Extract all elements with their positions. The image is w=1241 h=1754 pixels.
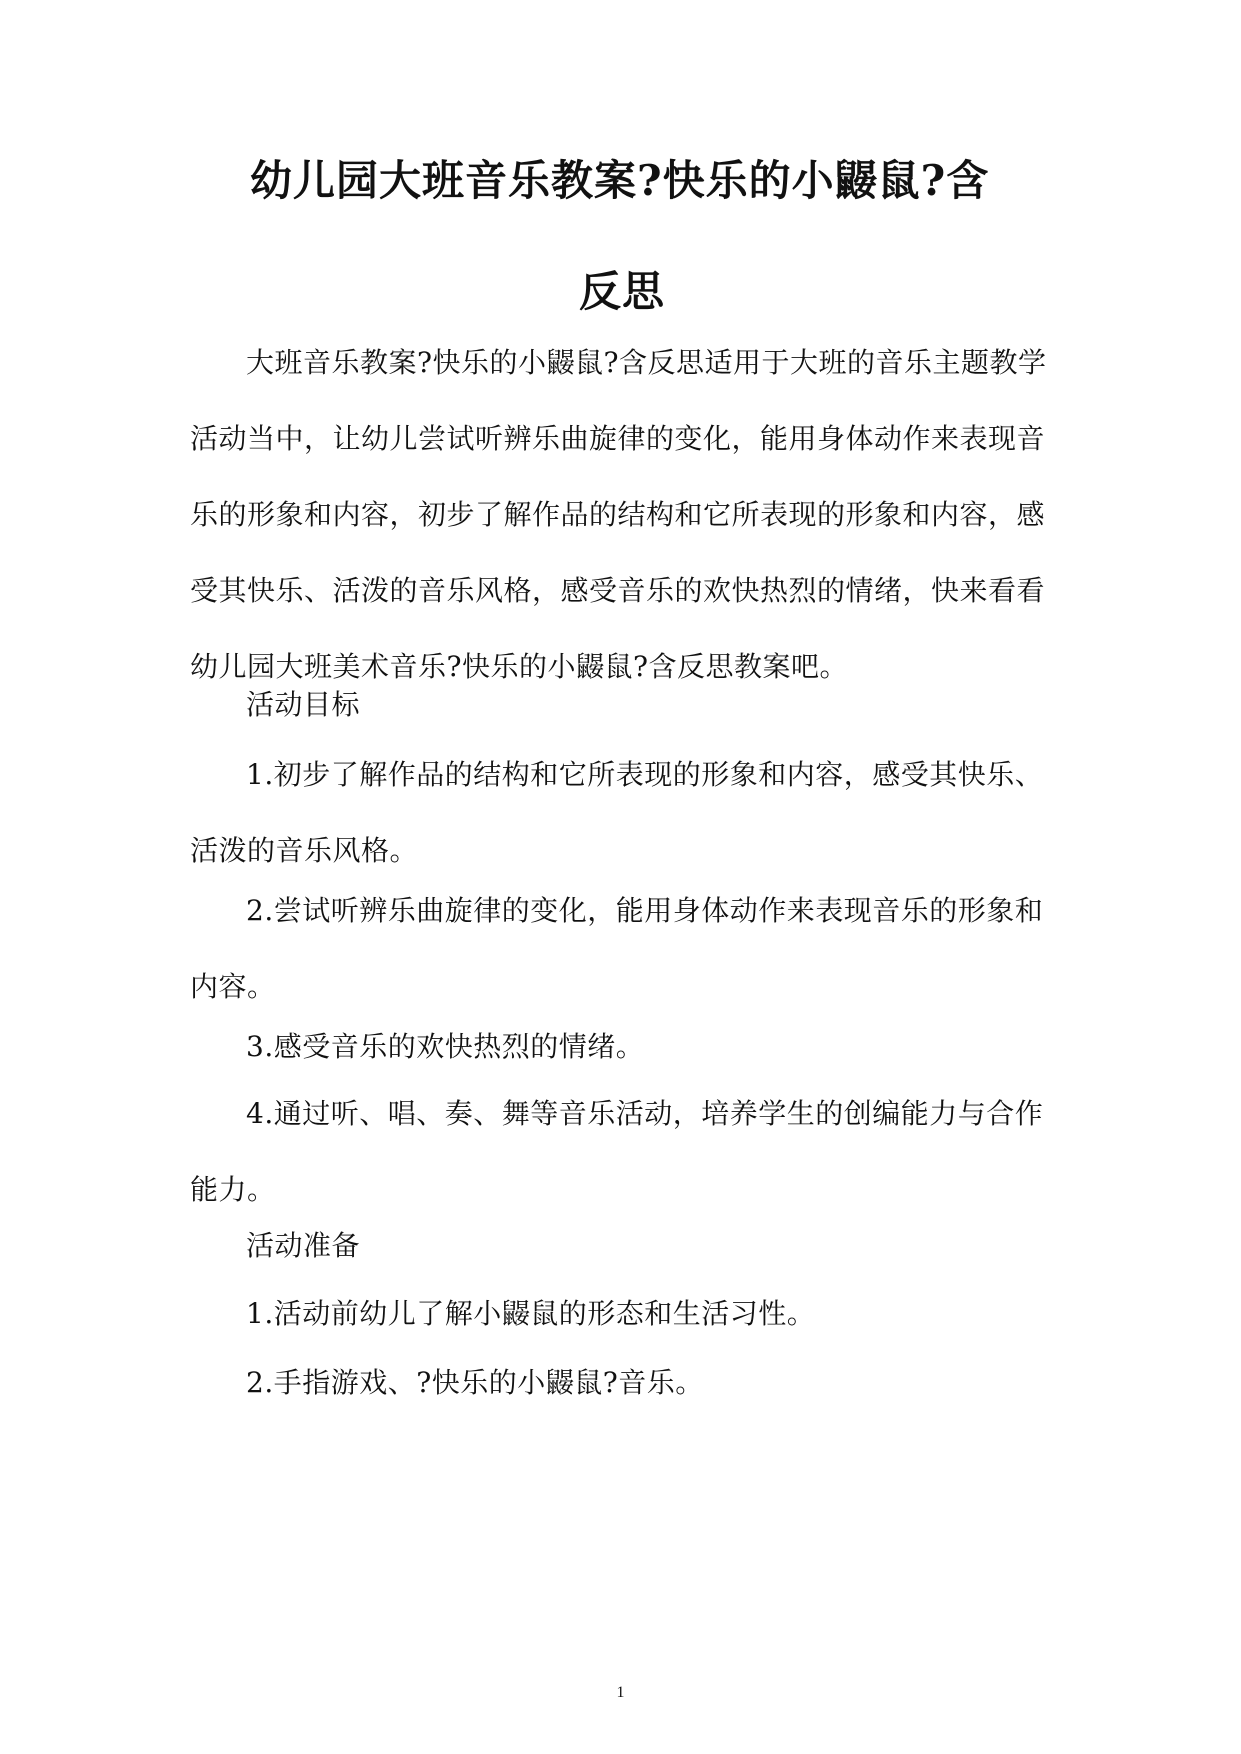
prep-item-2: 2.手指游戏、?快乐的小鼹鼠?音乐。 — [246, 1366, 704, 1399]
prep-heading: 活动准备 — [246, 1229, 361, 1262]
goal-item-1: 1.初步了解作品的结构和它所表现的形象和内容，感受其快乐、活泼的音乐风格。 — [190, 758, 1044, 867]
intro-paragraph: 大班音乐教案?快乐的小鼹鼠?含反思适用于大班的音乐主题教学活动当中，让幼儿尝试听辨乐曲旋律的变化，能用身体动作来表现音乐的形象和内容，初步了解作品的结构和它所表现的形象和内容，感受其快乐、活泼的音乐风格，感受音乐的欢快热烈的情绪，快来看看幼儿园大班美术音乐?快乐的小鼹鼠?含反思教案吧。 — [190, 346, 1047, 683]
goals-heading: 活动目标 — [246, 688, 361, 721]
document-title-line-2: 反思 — [578, 267, 665, 316]
goal-item-3: 3.感受音乐的欢快热烈的情绪。 — [246, 1030, 645, 1063]
goal-item-4: 4.通过听、唱、奏、舞等音乐活动，培养学生的创编能力与合作能力。 — [190, 1097, 1044, 1206]
prep-item-1: 1.活动前幼儿了解小鼹鼠的形态和生活习性。 — [246, 1297, 816, 1330]
goal-item-2: 2.尝试听辨乐曲旋律的变化，能用身体动作来表现音乐的形象和内容。 — [190, 894, 1044, 1003]
document-title-line-1: 幼儿园大班音乐教案?快乐的小鼹鼠?含 — [250, 156, 990, 205]
page-number: 1 — [616, 1684, 625, 1701]
